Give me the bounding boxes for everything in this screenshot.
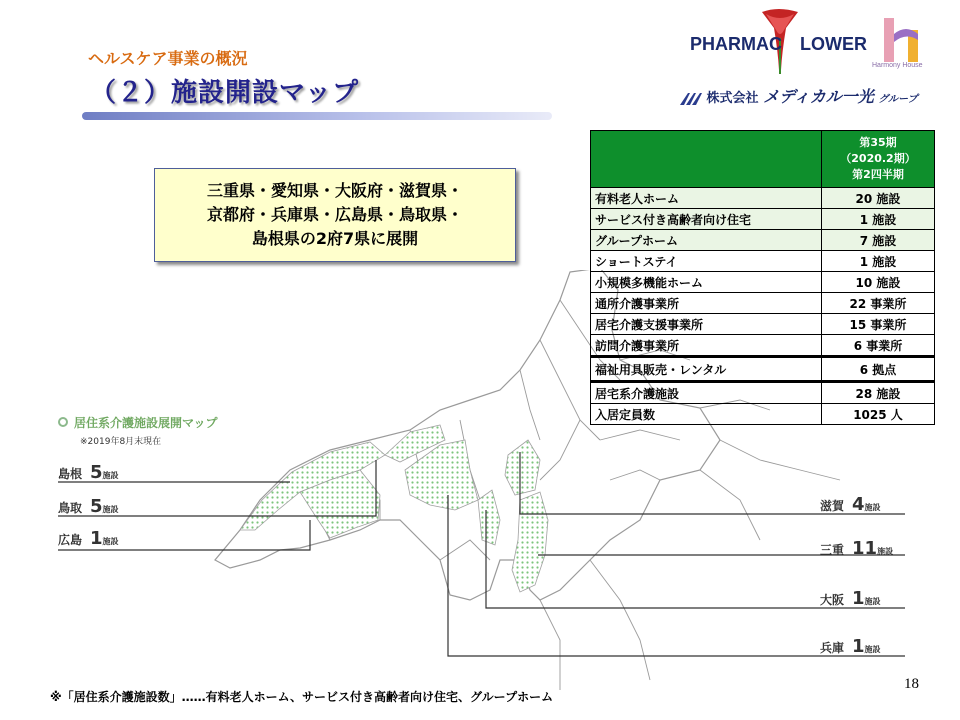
pref-unit: 施設 xyxy=(864,645,881,654)
row-label: 訪問介護事業所 xyxy=(591,335,822,357)
pref-count: 5 xyxy=(90,496,103,517)
region-line-3: 島根県の2府7県に展開 xyxy=(251,229,419,248)
table-header-period xyxy=(822,131,935,188)
pref-label-mie xyxy=(820,538,893,559)
pref-name: 兵庫 xyxy=(820,641,845,655)
pref-count: 11 xyxy=(852,538,878,559)
pref-label-shiga xyxy=(820,494,881,515)
pref-count: 4 xyxy=(852,494,865,515)
row-label: 小規模多機能ホーム xyxy=(591,272,822,293)
legend-bullet-icon xyxy=(58,417,68,427)
pref-unit: 施設 xyxy=(102,505,119,514)
medical-logo-suffix: グループ xyxy=(878,94,918,105)
table-header-blank xyxy=(591,131,822,188)
pref-unit: 施設 xyxy=(102,537,119,546)
row-label: 有料老人ホーム xyxy=(591,188,822,209)
map-legend-title-text: 居住系介護施設展開マップ xyxy=(74,416,218,430)
pref-count: 1 xyxy=(852,588,865,609)
pref-name: 広島 xyxy=(58,533,83,547)
pref-unit: 施設 xyxy=(864,503,881,512)
section-subtitle: ヘルスケア事業の概況 xyxy=(88,49,248,68)
row-value: 28 施設 xyxy=(822,382,935,404)
title-underline xyxy=(82,112,552,120)
region-line-2: 京都府・兵庫県・広島県・鳥取県・ xyxy=(206,205,463,224)
row-value: 1025 人 xyxy=(822,404,935,425)
medical-logo-icon xyxy=(680,93,702,105)
page-number: 18 xyxy=(904,676,919,692)
map-legend-title xyxy=(74,414,218,431)
row-value: 15 事業所 xyxy=(822,314,935,335)
map-legend-note: ※2019年8月末現在 xyxy=(80,437,162,447)
footnote: ※「居住系介護施設数」……有料老人ホーム、サービス付き高齢者向け住宅、グループホーム xyxy=(50,690,554,704)
table-header-row xyxy=(591,131,935,188)
harmony-house-logo-text: Harmony House xyxy=(872,62,923,69)
pref-name: 三重 xyxy=(820,543,845,557)
table-row xyxy=(591,404,935,425)
pharmac-logo-text: PHARMAC xyxy=(690,34,782,54)
row-value: 7 施設 xyxy=(822,230,935,251)
pref-unit: 施設 xyxy=(102,471,119,480)
row-value: 1 施設 xyxy=(822,209,935,230)
pref-count: 1 xyxy=(852,636,865,657)
period-date: （2020.2期） xyxy=(840,152,916,165)
row-label: グループホーム xyxy=(591,230,822,251)
pref-unit: 施設 xyxy=(864,597,881,606)
pref-label-hiroshima xyxy=(58,528,119,549)
period-quarter: 第2四半期 xyxy=(852,168,904,181)
row-value: 6 拠点 xyxy=(822,357,935,382)
pref-unit: 施設 xyxy=(877,547,894,556)
region-summary-box xyxy=(154,168,516,262)
pref-count: 5 xyxy=(90,462,103,483)
row-label: 入居定員数 xyxy=(591,404,822,425)
period-label: 第35期 xyxy=(859,136,897,149)
pref-name: 大阪 xyxy=(820,593,845,607)
row-label: 居宅系介護施設 xyxy=(591,382,822,404)
pref-label-hyogo xyxy=(820,636,881,657)
medical-logo-prefix: 株式会社 xyxy=(706,91,759,106)
row-value: 6 事業所 xyxy=(822,335,935,357)
flower-logo-text: LOWER xyxy=(800,34,867,54)
row-value: 22 事業所 xyxy=(822,293,935,314)
pref-label-shimane xyxy=(58,462,119,483)
table-row xyxy=(591,382,935,404)
table-row xyxy=(591,272,935,293)
pref-name: 滋賀 xyxy=(820,499,845,513)
pref-label-tottori xyxy=(58,496,119,517)
row-value: 10 施設 xyxy=(822,272,935,293)
region-line-1: 三重県・愛知県・大阪府・滋賀県・ xyxy=(206,181,463,200)
table-row xyxy=(591,357,935,382)
row-value: 20 施設 xyxy=(822,188,935,209)
pref-count: 1 xyxy=(90,528,103,549)
row-label: 福祉用具販売・レンタル xyxy=(591,357,822,382)
medical-logo-name: メディカル一光 xyxy=(763,87,874,106)
table-row xyxy=(591,188,935,209)
table-row xyxy=(591,293,935,314)
table-row xyxy=(591,335,935,357)
table-row xyxy=(591,314,935,335)
table-row xyxy=(591,251,935,272)
pref-name: 鳥取 xyxy=(58,501,83,515)
row-value: 1 施設 xyxy=(822,251,935,272)
row-label: ショートステイ xyxy=(591,251,822,272)
pref-name: 島根 xyxy=(58,467,83,481)
row-label: 通所介護事業所 xyxy=(591,293,822,314)
row-label: 居宅介護支援事業所 xyxy=(591,314,822,335)
pref-label-osaka xyxy=(820,588,881,609)
table-row xyxy=(591,209,935,230)
medical-ikko-logo xyxy=(680,84,918,107)
harmony-house-logo-icon xyxy=(878,14,928,66)
table-row xyxy=(591,230,935,251)
facility-stats-table xyxy=(590,130,935,425)
row-label: サービス付き高齢者向け住宅 xyxy=(591,209,822,230)
page-title: （２）施設開設マップ xyxy=(90,78,359,108)
